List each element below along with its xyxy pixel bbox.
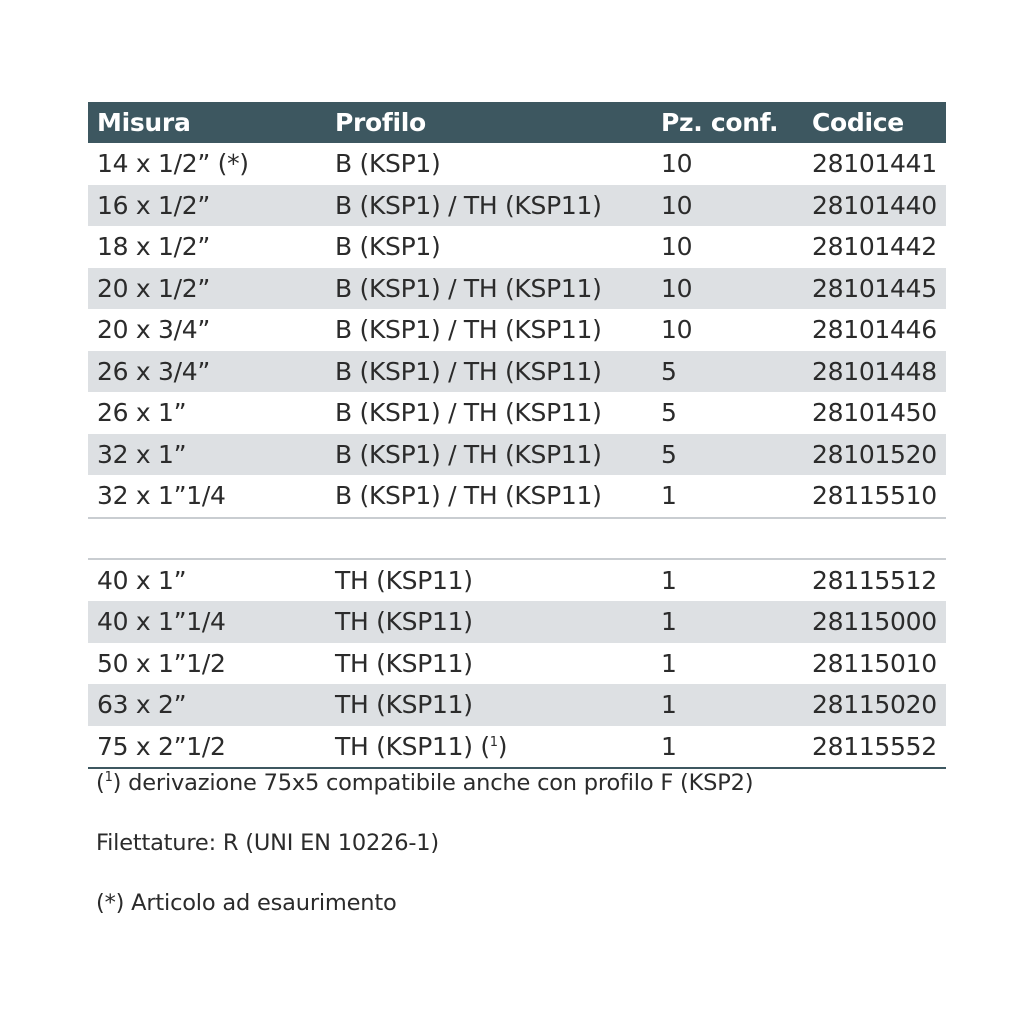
table-row bbox=[88, 392, 946, 434]
cell-profilo: TH (KSP11) bbox=[335, 648, 473, 678]
cell-profilo: B (KSP1) / TH (KSP11) bbox=[335, 356, 602, 386]
cell-profilo: B (KSP1) bbox=[335, 232, 441, 261]
cell-pz: 10 bbox=[661, 149, 693, 178]
cell-pz: 10 bbox=[661, 315, 693, 344]
cell-misura: 63 x 2” bbox=[97, 690, 187, 719]
cell-misura: 20 x 1/2” bbox=[97, 273, 210, 303]
table-row bbox=[88, 643, 946, 685]
table-row bbox=[88, 309, 946, 351]
cell-codice: 28115010 bbox=[812, 648, 937, 678]
cell-codice: 28101450 bbox=[812, 398, 937, 427]
cell-codice: 28115510 bbox=[812, 481, 937, 510]
header-misura: Misura bbox=[97, 108, 191, 137]
cell-profilo bbox=[335, 726, 507, 768]
cell-codice: 28101446 bbox=[812, 315, 937, 344]
cell-pz: 5 bbox=[661, 398, 677, 427]
table-row bbox=[88, 475, 946, 517]
cell-misura: 32 x 1”1/4 bbox=[97, 481, 226, 510]
cell-pz: 5 bbox=[661, 356, 677, 386]
footnote-text: ) derivazione 75x5 compatibile anche con profilo F (KSP2) bbox=[112, 770, 754, 796]
table-row bbox=[88, 684, 946, 726]
header-pz-conf: Pz. conf. bbox=[661, 108, 779, 137]
cell-misura: 75 x 2”1/2 bbox=[97, 731, 226, 761]
table-row bbox=[88, 226, 946, 268]
cell-profilo: B (KSP1) / TH (KSP11) bbox=[335, 315, 602, 344]
table-row bbox=[88, 351, 946, 393]
header-profilo: Profilo bbox=[335, 108, 426, 137]
cell-pz: 1 bbox=[661, 481, 677, 510]
footnote-open: ( bbox=[96, 770, 105, 796]
profilo-close: ) bbox=[497, 731, 508, 761]
footnote-1 bbox=[96, 770, 753, 796]
group-spacer bbox=[88, 519, 946, 558]
cell-misura: 20 x 3/4” bbox=[97, 315, 210, 344]
cell-profilo: TH (KSP11) bbox=[335, 607, 473, 636]
discontinued-note: (*) Articolo ad esaurimento bbox=[96, 890, 397, 916]
cell-profilo: TH (KSP11) bbox=[335, 565, 473, 595]
cell-misura: 18 x 1/2” bbox=[97, 232, 210, 261]
cell-pz: 1 bbox=[661, 690, 677, 719]
footnote-sup: 1 bbox=[104, 770, 113, 785]
cell-codice: 28101445 bbox=[812, 273, 937, 303]
cell-codice: 28115552 bbox=[812, 731, 937, 761]
cell-profilo: B (KSP1) / TH (KSP11) bbox=[335, 398, 602, 427]
cell-pz: 10 bbox=[661, 273, 693, 303]
cell-pz: 10 bbox=[661, 190, 693, 220]
cell-codice: 28115512 bbox=[812, 565, 937, 595]
table-header bbox=[88, 102, 946, 143]
cell-codice: 28101441 bbox=[812, 149, 937, 178]
table-row bbox=[88, 560, 946, 602]
cell-pz: 10 bbox=[661, 232, 693, 261]
table-end-line bbox=[88, 767, 946, 769]
header-codice: Codice bbox=[812, 108, 904, 137]
table-row bbox=[88, 434, 946, 476]
cell-profilo: B (KSP1) / TH (KSP11) bbox=[335, 273, 602, 303]
product-table bbox=[88, 102, 946, 769]
cell-misura: 26 x 1” bbox=[97, 398, 187, 427]
table-row bbox=[88, 601, 946, 643]
cell-misura: 16 x 1/2” bbox=[97, 190, 210, 220]
table-row bbox=[88, 185, 946, 227]
cell-codice: 28101442 bbox=[812, 232, 937, 261]
cell-codice: 28115000 bbox=[812, 607, 937, 636]
cell-profilo: B (KSP1) / TH (KSP11) bbox=[335, 439, 602, 469]
cell-misura: 50 x 1”1/2 bbox=[97, 648, 226, 678]
cell-pz: 1 bbox=[661, 648, 677, 678]
cell-misura: 32 x 1” bbox=[97, 439, 187, 469]
cell-profilo: B (KSP1) / TH (KSP11) bbox=[335, 481, 602, 510]
cell-misura: 40 x 1”1/4 bbox=[97, 607, 226, 636]
table-row bbox=[88, 726, 946, 768]
table-row bbox=[88, 268, 946, 310]
table-row bbox=[88, 143, 946, 185]
threads-note: Filettature: R (UNI EN 10226-1) bbox=[96, 830, 439, 856]
cell-codice: 28115020 bbox=[812, 690, 937, 719]
cell-profilo: B (KSP1) / TH (KSP11) bbox=[335, 190, 602, 220]
footnote-marker: 1 bbox=[489, 734, 498, 750]
cell-codice: 28101520 bbox=[812, 439, 937, 469]
profilo-text: TH (KSP11) ( bbox=[335, 731, 490, 761]
cell-pz: 5 bbox=[661, 439, 677, 469]
cell-codice: 28101440 bbox=[812, 190, 937, 220]
cell-profilo: B (KSP1) bbox=[335, 149, 441, 178]
cell-codice: 28101448 bbox=[812, 356, 937, 386]
cell-misura: 26 x 3/4” bbox=[97, 356, 210, 386]
cell-profilo: TH (KSP11) bbox=[335, 690, 473, 719]
cell-pz: 1 bbox=[661, 731, 677, 761]
cell-misura: 14 x 1/2” (*) bbox=[97, 149, 249, 178]
cell-pz: 1 bbox=[661, 607, 677, 636]
cell-pz: 1 bbox=[661, 565, 677, 595]
cell-misura: 40 x 1” bbox=[97, 565, 187, 595]
